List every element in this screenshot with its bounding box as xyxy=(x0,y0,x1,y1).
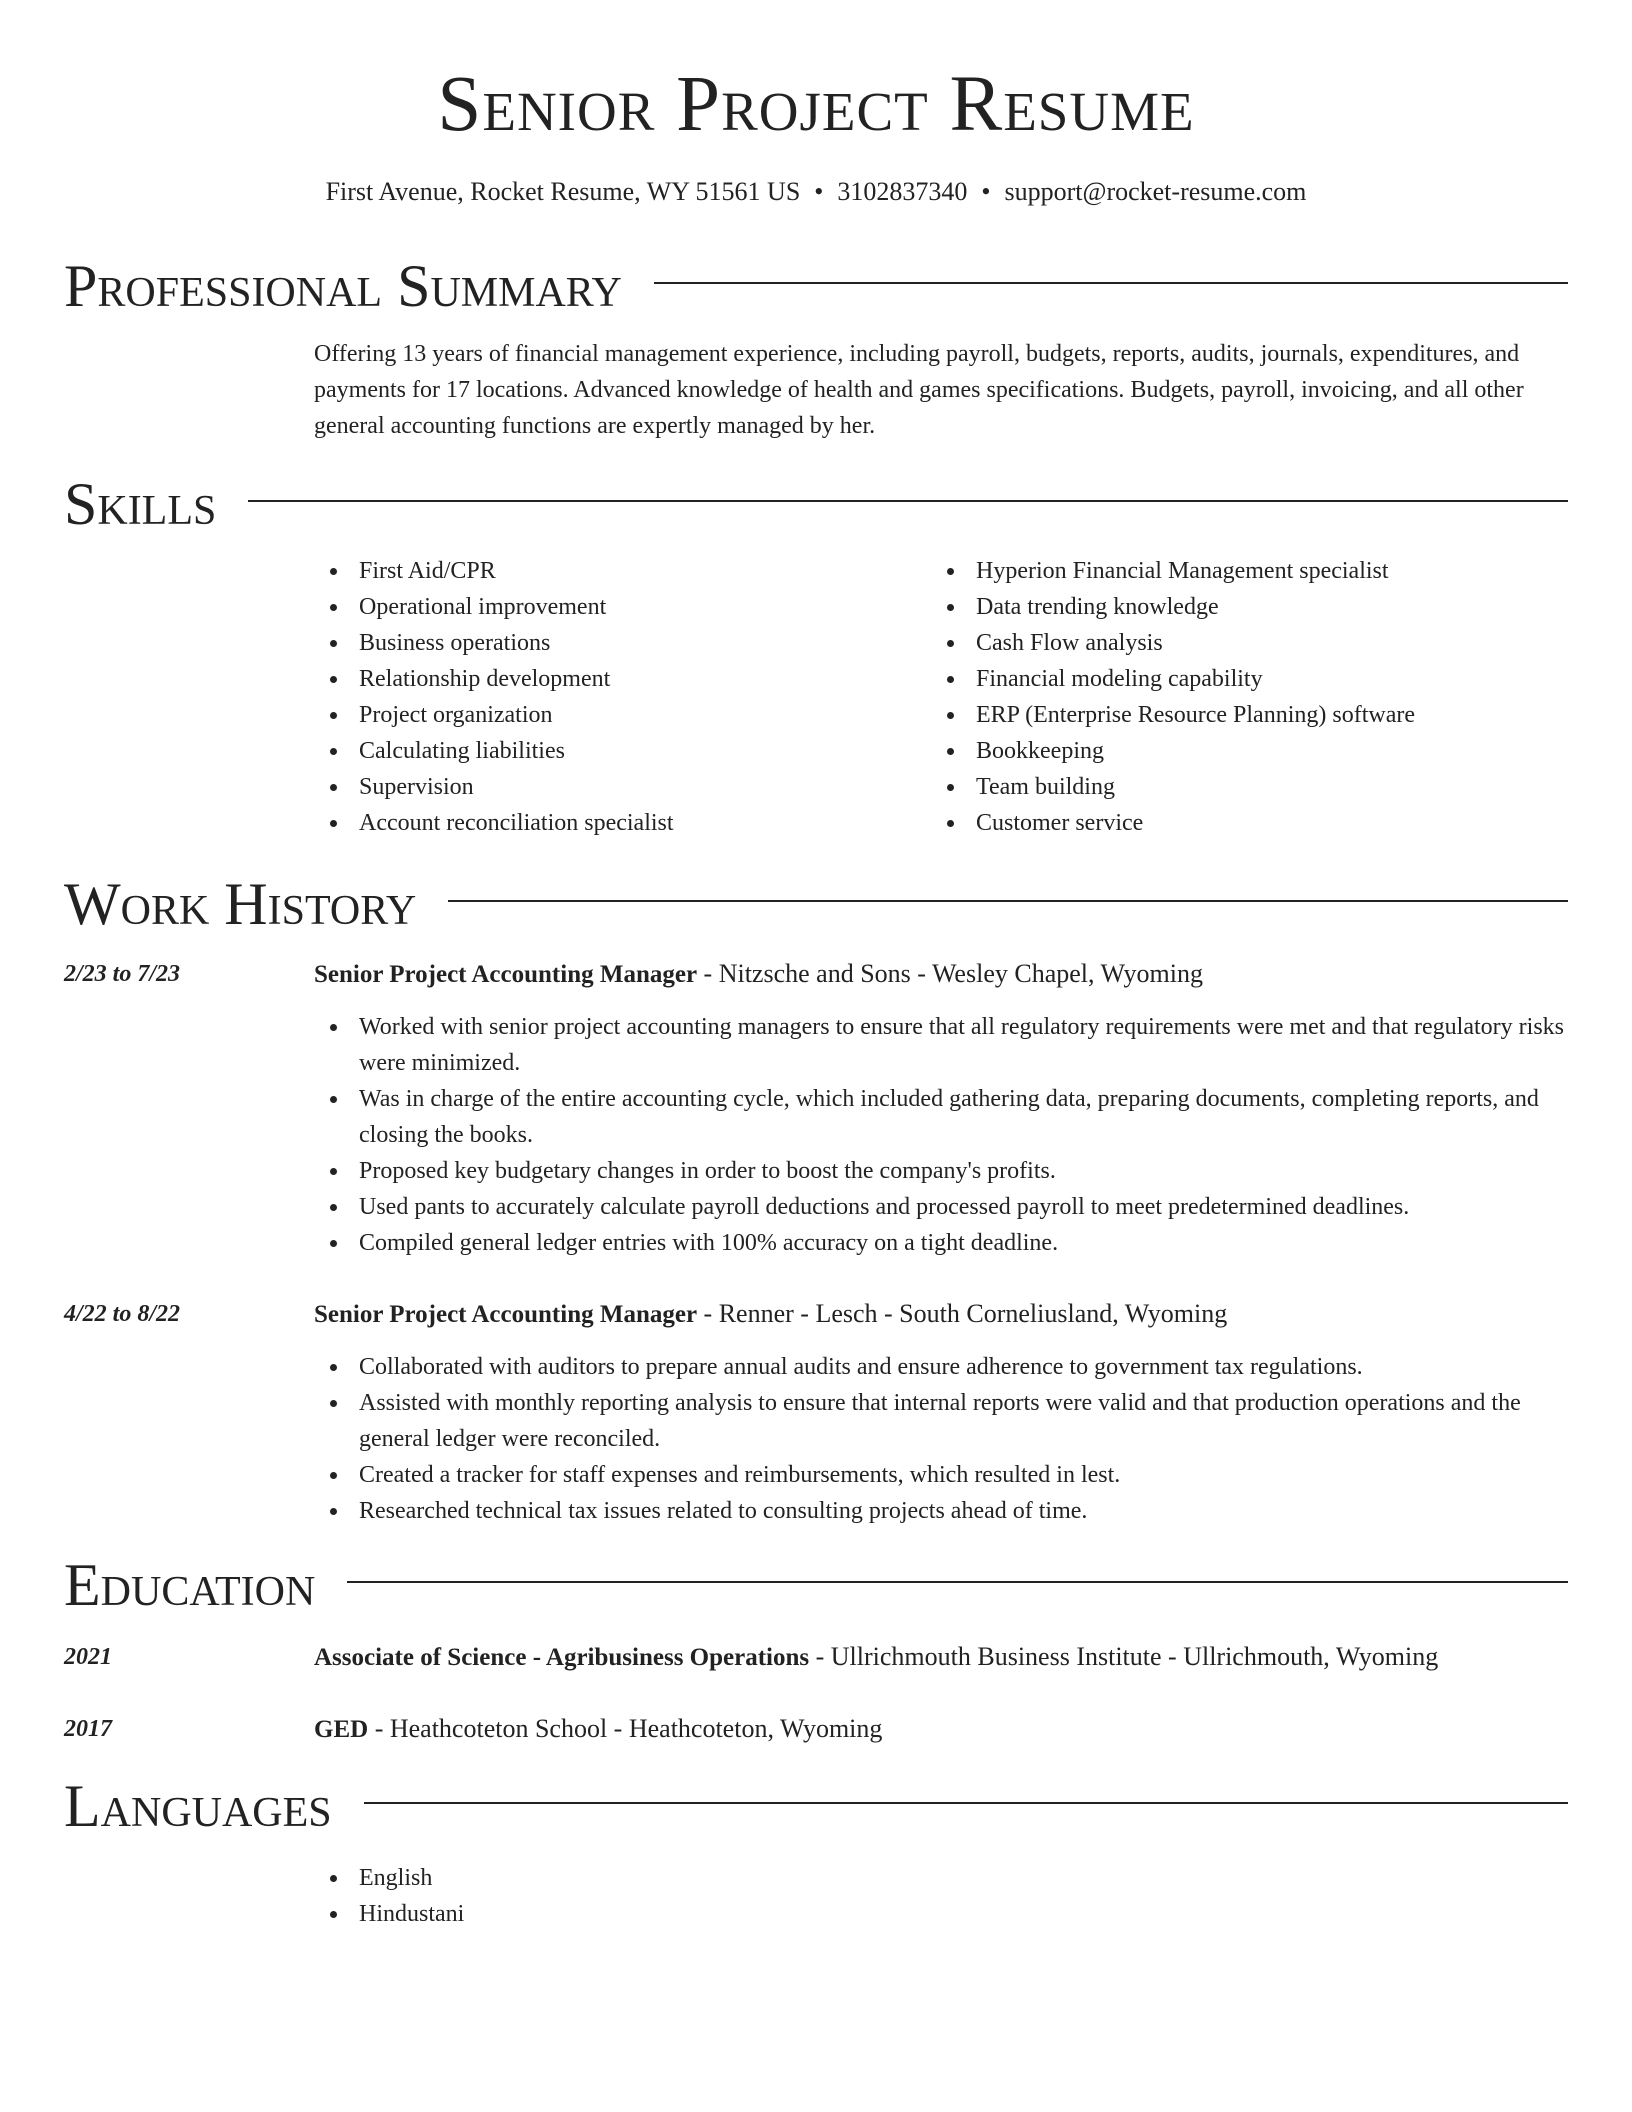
job-bullet: Researched technical tax issues related to consulting projects ahead of time. xyxy=(314,1493,1564,1529)
education-entry xyxy=(314,1711,1564,1748)
skill-item: Bookkeeping xyxy=(931,733,1548,769)
skills-block xyxy=(314,553,1564,841)
contact-address: First Avenue, Rocket Resume, WY 51561 US xyxy=(325,177,801,206)
job-employer: - Nitzsche and Sons - Wesley Chapel, Wyoming xyxy=(697,959,1203,988)
education-year: 2021 xyxy=(64,1644,112,1670)
skill-item: Business operations xyxy=(314,625,931,661)
section-divider xyxy=(448,900,1568,902)
section-header-languages xyxy=(64,1774,1568,1838)
section-title: Work History xyxy=(64,871,417,937)
skill-item: Data trending knowledge xyxy=(931,589,1548,625)
section-title: Education xyxy=(64,1552,316,1618)
language-item: Hindustani xyxy=(314,1896,1564,1932)
contact-email: support@rocket-resume.com xyxy=(1004,177,1307,206)
job-bullet: Collaborated with auditors to prepare annual audits and ensure adherence to government tax regulations. xyxy=(314,1349,1564,1385)
skill-item: Cash Flow analysis xyxy=(931,625,1548,661)
skill-item: Financial modeling capability xyxy=(931,661,1548,697)
job-bullet: Assisted with monthly reporting analysis to ensure that internal reports were valid and that production operations and the general ledger were reconciled. xyxy=(314,1385,1564,1457)
education-year: 2017 xyxy=(64,1716,112,1742)
skill-item: Hyperion Financial Management specialist xyxy=(931,553,1548,589)
education-school: - Ullrichmouth Business Institute - Ullrichmouth, Wyoming xyxy=(809,1642,1439,1671)
education-school: - Heathcoteton School - Heathcoteton, Wyoming xyxy=(368,1714,883,1743)
skill-item: Supervision xyxy=(314,769,931,805)
job-role: Senior Project Accounting Manager xyxy=(314,961,698,988)
job-bullets xyxy=(314,1349,1564,1529)
education-degree: GED xyxy=(314,1716,369,1743)
job-dates: 2/23 to 7/23 xyxy=(64,961,181,987)
contact-separator: • xyxy=(981,177,991,206)
section-divider xyxy=(248,500,1568,502)
skills-column-left xyxy=(314,553,931,841)
skill-item: Operational improvement xyxy=(314,589,931,625)
skill-item: Project organization xyxy=(314,697,931,733)
job-bullet: Compiled general ledger entries with 100% accuracy on a tight deadline. xyxy=(314,1225,1564,1261)
skill-item: Relationship development xyxy=(314,661,931,697)
job-dates: 4/22 to 8/22 xyxy=(64,1301,181,1327)
section-title: Languages xyxy=(64,1773,332,1839)
job-title-line xyxy=(314,1296,1564,1333)
contact-separator: • xyxy=(814,177,824,206)
section-divider xyxy=(654,282,1568,284)
job-employer: - Renner - Lesch - South Corneliusland, Wyoming xyxy=(697,1299,1228,1328)
skill-item: Calculating liabilities xyxy=(314,733,931,769)
section-header-work-history xyxy=(64,872,1568,936)
job-role: Senior Project Accounting Manager xyxy=(314,1301,698,1328)
section-divider xyxy=(364,1802,1568,1804)
job-bullet: Was in charge of the entire accounting cycle, which included gathering data, preparing documents, completing reports, and closing the books. xyxy=(314,1081,1564,1153)
resume-name: Senior Project Resume xyxy=(437,61,1195,148)
job-title-line xyxy=(314,956,1564,993)
section-header-education xyxy=(64,1553,1568,1617)
job-bullet: Created a tracker for staff expenses and reimbursements, which resulted in lest. xyxy=(314,1457,1564,1493)
section-title: Skills xyxy=(64,471,217,537)
summary-text: Offering 13 years of financial management experience, including payroll, budgets, reports, audits, journals, expenditures, and payments for 17 locations. Advanced knowledge of health and games specifications. Budgets, payroll, invoicing, and all other general accounting functions are expertly managed by her. xyxy=(314,341,1524,439)
education-entry xyxy=(314,1639,1564,1676)
language-item: English xyxy=(314,1860,1564,1896)
section-title: Professional Summary xyxy=(64,253,622,319)
skills-column-right xyxy=(931,553,1548,841)
job-bullets xyxy=(314,1009,1564,1261)
job-bullet: Proposed key budgetary changes in order to boost the company's profits. xyxy=(314,1153,1564,1189)
job-bullet: Used pants to accurately calculate payroll deductions and processed payroll to meet predetermined deadlines. xyxy=(314,1189,1564,1225)
summary-block xyxy=(314,336,1564,444)
job-bullet: Worked with senior project accounting managers to ensure that all regulatory requirements were met and that regulatory risks were minimized. xyxy=(314,1009,1564,1081)
contact-phone: 3102837340 xyxy=(837,177,968,206)
education-degree: Associate of Science - Agribusiness Operations xyxy=(314,1644,810,1671)
skill-item: First Aid/CPR xyxy=(314,553,931,589)
contact-line xyxy=(0,174,1632,210)
skill-item: Team building xyxy=(931,769,1548,805)
skill-item: ERP (Enterprise Resource Planning) software xyxy=(931,697,1548,733)
section-header-skills xyxy=(64,472,1568,536)
languages-block xyxy=(314,1860,1564,1932)
section-divider xyxy=(347,1581,1568,1583)
section-header-summary xyxy=(64,254,1568,318)
skill-item: Account reconciliation specialist xyxy=(314,805,931,841)
skill-item: Customer service xyxy=(931,805,1548,841)
